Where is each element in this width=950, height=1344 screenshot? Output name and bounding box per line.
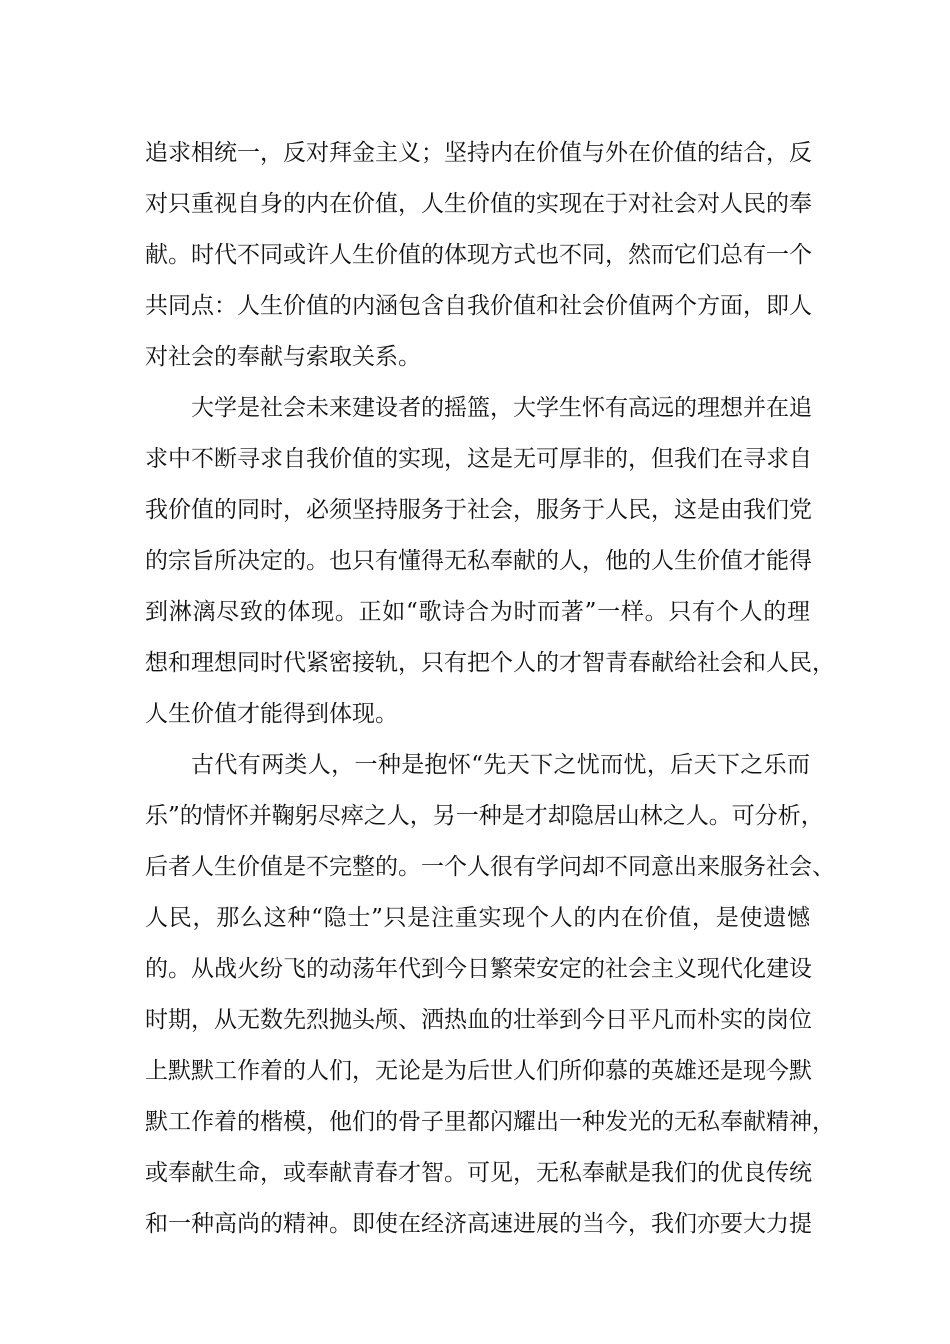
text-line: 想和理想同时代紧密接轨，只有把个人的才智青春献给社会和人民， (145, 650, 835, 676)
text-line: 献。时代不同或许人生价值的体现方式也不同，然而它们总有一个 (145, 242, 812, 268)
text-line: 古代有两类人，一种是抱怀“先天下之忧而忧，后天下之乐而 (191, 752, 810, 778)
text-line: 的宗旨所决定的。也只有懂得无私奉献的人，他的人生价值才能得 (145, 548, 812, 574)
paragraph-1 (145, 128, 810, 383)
text-line: 我价值的同时，必须坚持服务于社会，服务于人民，这是由我们党 (145, 497, 812, 523)
text-line: 共同点：人生价值的内涵包含自我价值和社会价值两个方面，即人 (145, 293, 812, 319)
text-line: 和一种高尚的精神。即使在经济高速进展的当今，我们亦要大力提 (145, 1211, 812, 1237)
text-line: 或奉献生命，或奉献青春才智。可见，无私奉献是我们的优良传统 (145, 1160, 812, 1186)
text-line: 默工作着的楷模，他们的骨子里都闪耀出一种发光的无私奉献精神， (145, 1109, 835, 1135)
text-line: 乐”的情怀并鞠躬尽瘁之人，另一种是才却隐居山林之人。可分析， (145, 803, 824, 829)
text-line: 求中不断寻求自我价值的实现，这是无可厚非的，但我们在寻求自 (145, 446, 812, 472)
text-line: 上默默工作着的人们，无论是为后世人们所仰慕的英雄还是现今默 (145, 1058, 812, 1084)
paragraph-2 (145, 383, 835, 740)
text-line: 对社会的奉献与索取关系。 (145, 344, 421, 370)
text-line: 时期，从无数先烈抛头颅、洒热血的壮举到今日平凡而朴实的岗位 (145, 1007, 812, 1033)
text-line: 大学是社会未来建设者的摇篮，大学生怀有高远的理想并在追 (191, 395, 812, 421)
text-line: 人生价值才能得到体现。 (145, 701, 398, 727)
paragraph-3 (145, 740, 835, 1250)
document-body (145, 128, 835, 1250)
text-line: 到淋漓尽致的体现。正如“歌诗合为时而著”一样。只有个人的理 (145, 599, 810, 625)
text-line: 对只重视自身的内在价值，人生价值的实现在于对社会对人民的奉 (145, 191, 812, 217)
text-line: 的。从战火纷飞的动荡年代到今日繁荣安定的社会主义现代化建设 (145, 956, 812, 982)
text-line: 追求相统一，反对拜金主义；坚持内在价值与外在价值的结合，反 (145, 140, 812, 166)
text-line: 人民，那么这种“隐士”只是注重实现个人的内在价值，是使遗憾 (145, 905, 810, 931)
text-line: 后者人生价值是不完整的。一个人很有学问却不同意出来服务社会、 (145, 854, 835, 880)
